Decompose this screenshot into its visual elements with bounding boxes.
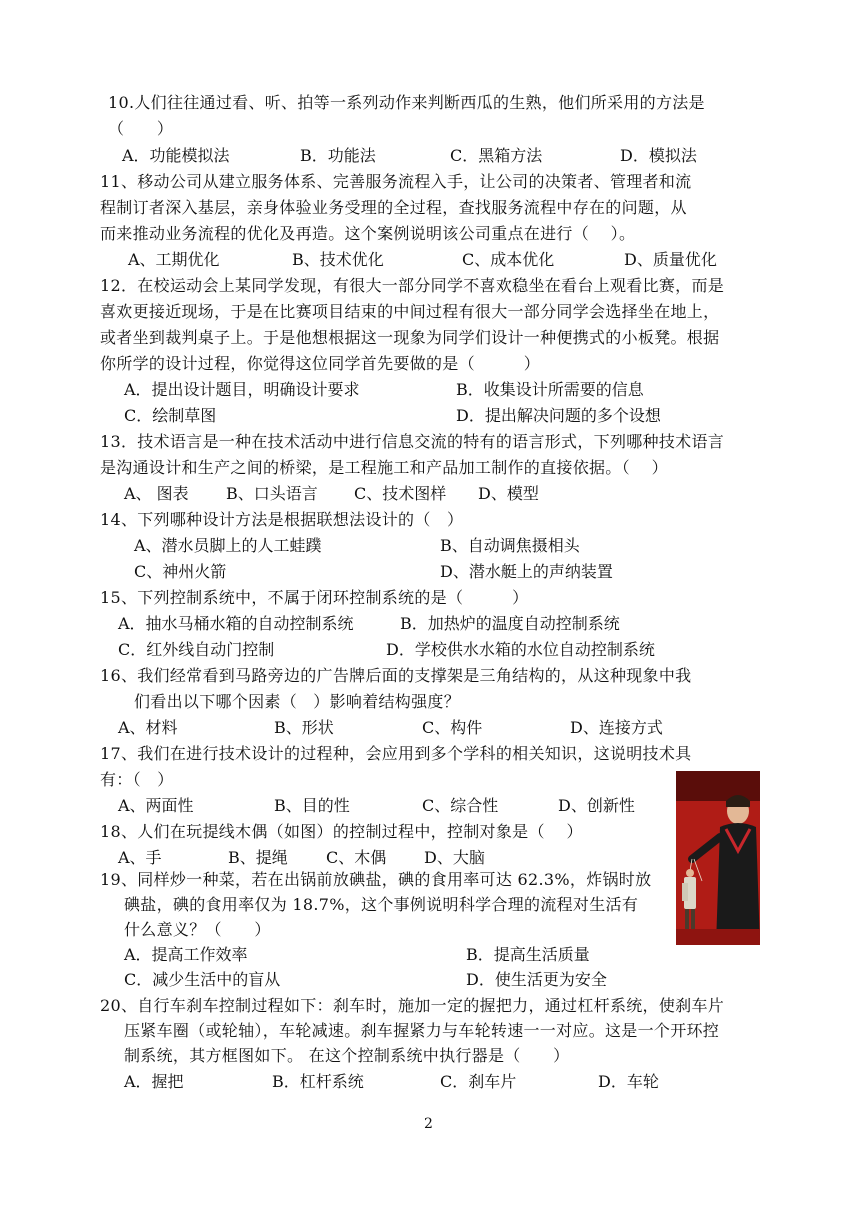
- question-text-line: 制系统，其方框图如下。 在这个控制系统中执行器是（ ）: [124, 1046, 570, 1065]
- option-b: B．提高生活质量: [466, 945, 590, 964]
- option-c: C、综合性: [422, 796, 499, 815]
- option-b: B．收集设计所需要的信息: [456, 380, 644, 399]
- option-c: C、构件: [422, 718, 483, 737]
- option-c: C．黑箱方法: [450, 146, 543, 165]
- option-a: A、 图表: [124, 484, 189, 503]
- option-d: D．车轮: [598, 1072, 659, 1091]
- option-c: C．刹车片: [440, 1072, 517, 1091]
- option-d: D、质量优化: [624, 250, 717, 269]
- question-text-line: 们看出以下哪个因素（ ）影响着结构强度？: [134, 692, 461, 711]
- question-text-line: 或者坐到裁判桌子上。于是他想根据这一现象为同学们设计一种便携式的小板凳。根据: [100, 328, 720, 347]
- option-b: B、形状: [274, 718, 334, 737]
- option-b: B、技术优化: [292, 250, 384, 269]
- option-d: D．提出解决问题的多个设想: [456, 406, 661, 425]
- question-text-line: （ ）: [108, 119, 174, 138]
- option-a: A、手: [118, 848, 162, 867]
- option-a: A、两面性: [118, 796, 194, 815]
- option-b: B、自动调焦摄相头: [440, 536, 580, 555]
- option-a: A．提高工作效率: [124, 945, 248, 964]
- page-number: 2: [424, 1116, 433, 1132]
- option-a: A．抽水马桶水箱的自动控制系统: [118, 614, 354, 633]
- question-text-line: 17、我们在进行技术设计的过程种，会应用到多个学科的相关知识，这说明技术具: [100, 744, 692, 763]
- option-a: A、工期优化: [128, 250, 220, 269]
- question-text-line: 碘盐，碘的食用率仅为 18.7%，这个事例说明科学合理的流程对生活有: [124, 895, 639, 914]
- question-text-line: 19、同样炒一种菜，若在出锅前放碘盐，碘的食用率可达 62.3%，炸锅时放: [100, 870, 652, 889]
- question-text-line: 15、下列控制系统中，不属于闭环控制系统的是（ ）: [100, 588, 529, 607]
- option-c: C、木偶: [326, 848, 387, 867]
- option-a: A．握把: [124, 1072, 184, 1091]
- option-d: D、连接方式: [570, 718, 663, 737]
- option-d: D．模拟法: [620, 146, 697, 165]
- question-text-line: 14、下列哪种设计方法是根据联想法设计的（ ）: [100, 510, 464, 529]
- question-text-line: 12．在校运动会上某同学发现，有很大一部分同学不喜欢稳坐在看台上观看比赛，而是: [100, 276, 725, 295]
- question-text-line: 程制订者深入基层，亲身体验业务受理的全过程，查找服务流程中存在的问题，从: [100, 198, 687, 217]
- question-text-line: 16、我们经常看到马路旁边的广告牌后面的支撑架是三角结构的，从这种现象中我: [100, 666, 692, 685]
- question-text-line: 20、自行车刹车控制过程如下：刹车时，施加一定的握把力，通过杠杆系统，使刹车片: [100, 996, 725, 1015]
- option-a: A、潜水员脚上的人工蛙蹼: [134, 536, 322, 555]
- option-d: D、创新性: [558, 796, 635, 815]
- question-text-line: 18、人们在玩提线木偶（如图）的控制过程中，控制对象是（ ）: [100, 822, 583, 841]
- option-b: B、提绳: [228, 848, 288, 867]
- question-text-line: 11、移动公司从建立服务体系、完善服务流程入手，让公司的决策者、管理者和流: [100, 172, 692, 191]
- option-d: D．学校供水水箱的水位自动控制系统: [386, 640, 655, 659]
- option-a: A．功能模拟法: [122, 146, 230, 165]
- option-a: A、材料: [118, 718, 178, 737]
- option-d: D、潜水艇上的声纳装置: [440, 562, 613, 581]
- question-text-line: 而来推动业务流程的优化及再造。这个案例说明该公司重点在进行（ ）。: [100, 224, 636, 243]
- option-c: C、技术图样: [354, 484, 447, 503]
- question-text-line: 什么意义？（ ）: [124, 920, 271, 939]
- option-b: B、目的性: [274, 796, 350, 815]
- option-d: D、模型: [478, 484, 539, 503]
- puppet-photo-icon: [676, 771, 760, 945]
- marionette-figure: [676, 771, 760, 945]
- question-text-line: 喜欢更接近现场，于是在比赛项目结束的中间过程有很大一部分同学会选择坐在地上，: [100, 302, 720, 321]
- option-c: C．绘制草图: [124, 406, 217, 425]
- option-a: A．提出设计题目，明确设计要求: [124, 380, 360, 399]
- option-b: B、口头语言: [226, 484, 318, 503]
- option-b: B．功能法: [300, 146, 376, 165]
- option-c: C、神州火箭: [134, 562, 227, 581]
- question-text-line: 有：（ ）: [100, 770, 174, 789]
- option-c: C．减少生活中的盲从: [124, 970, 281, 989]
- question-text-line: 13．技术语言是一种在技术活动中进行信息交流的特有的语言形式，下列哪种技术语言: [100, 432, 725, 451]
- option-c: C、成本优化: [462, 250, 555, 269]
- option-b: B．杠杆系统: [272, 1072, 364, 1091]
- question-text-line: 是沟通设计和生产之间的桥梁，是工程施工和产品加工制作的直接依据。（ ）: [100, 458, 668, 477]
- option-d: D、大脑: [424, 848, 485, 867]
- question-text-line: 你所学的设计过程，你觉得这位同学首先要做的是（ ）: [100, 354, 541, 373]
- option-c: C．红外线自动门控制: [118, 640, 275, 659]
- option-d: D．使生活更为安全: [466, 970, 607, 989]
- question-text-line: 10.人们往往通过看、听、拍等一系列动作来判断西瓜的生熟，他们所采用的方法是: [108, 93, 705, 112]
- option-b: B．加热炉的温度自动控制系统: [400, 614, 620, 633]
- question-text-line: 压紧车圈（或轮轴），车轮减速。刹车握紧力与车轮转速一一对应。这是一个开环控: [124, 1021, 720, 1040]
